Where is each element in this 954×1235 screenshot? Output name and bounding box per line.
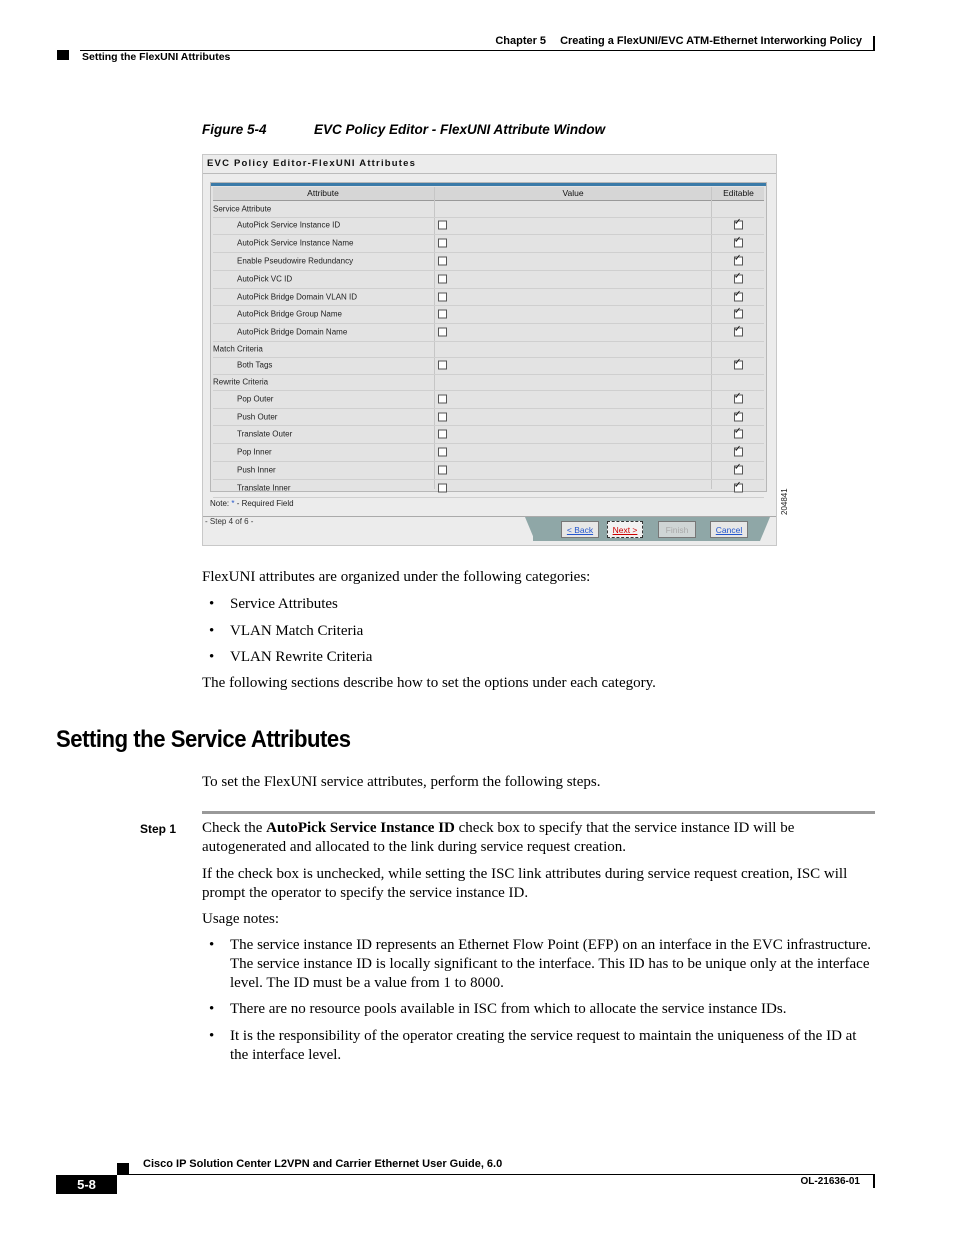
table-row bbox=[213, 390, 764, 409]
next-button[interactable]: Next > bbox=[607, 521, 643, 538]
step1-bold: AutoPick Service Instance ID bbox=[266, 820, 455, 836]
figure-title: EVC Policy Editor - FlexUNI Attribute Window bbox=[314, 122, 606, 137]
table-category-row bbox=[213, 341, 764, 358]
value-checkbox[interactable] bbox=[438, 221, 447, 230]
row-label: AutoPick Bridge Domain Name bbox=[237, 327, 348, 337]
editable-checkbox[interactable] bbox=[734, 221, 743, 230]
value-checkbox[interactable] bbox=[438, 448, 447, 457]
editable-checkbox[interactable] bbox=[734, 483, 743, 492]
table-row bbox=[213, 479, 764, 498]
table-category-row bbox=[213, 201, 764, 218]
row-label: AutoPick Service Instance Name bbox=[237, 238, 354, 248]
bullet: • bbox=[209, 649, 215, 665]
row-label: AutoPick VC ID bbox=[237, 274, 293, 284]
table-row bbox=[213, 306, 764, 325]
table-row bbox=[213, 252, 764, 271]
back-button[interactable]: < Back bbox=[561, 521, 599, 538]
bullet: • bbox=[209, 937, 215, 953]
usage-notes-label: Usage notes: bbox=[202, 911, 280, 927]
editable-checkbox[interactable] bbox=[734, 292, 743, 301]
table-row bbox=[213, 443, 764, 462]
bullet: • bbox=[209, 623, 215, 639]
col-editable: Editable bbox=[723, 188, 754, 198]
footer-rule bbox=[117, 1174, 875, 1175]
editable-checkbox[interactable] bbox=[734, 310, 743, 319]
list-item-text: VLAN Rewrite Criteria bbox=[230, 649, 373, 665]
editable-checkbox[interactable] bbox=[734, 448, 743, 457]
bullet: • bbox=[209, 596, 215, 612]
procedure-rule bbox=[202, 811, 875, 814]
table-row bbox=[213, 323, 764, 342]
value-checkbox[interactable] bbox=[438, 328, 447, 337]
list-item bbox=[209, 595, 338, 614]
row-label: AutoPick Service Instance ID bbox=[237, 220, 341, 230]
row-label: AutoPick Bridge Domain VLAN ID bbox=[237, 292, 358, 302]
editable-checkbox[interactable] bbox=[734, 465, 743, 474]
section-heading: Setting the Service Attributes bbox=[56, 726, 351, 753]
window-title: EVC Policy Editor-FlexUNI Attributes bbox=[207, 158, 417, 169]
required-note bbox=[210, 499, 294, 508]
row-label: Pop Inner bbox=[237, 447, 272, 457]
usage-note: It is the responsibility of the operator creating the service request to maintain the uniqueness of the ID at the interface level. bbox=[230, 1028, 857, 1063]
header-block bbox=[57, 50, 69, 60]
evc-policy-editor-window bbox=[202, 154, 789, 546]
table-row bbox=[213, 270, 764, 289]
sections-paragraph: The following sections describe how to set the options under each category. bbox=[202, 675, 656, 691]
table-row bbox=[213, 288, 764, 307]
table-row bbox=[213, 217, 764, 236]
button-bar bbox=[533, 517, 760, 541]
row-label: Push Outer bbox=[237, 412, 278, 422]
running-header bbox=[495, 35, 862, 47]
finish-button[interactable]: Finish bbox=[658, 521, 696, 538]
value-checkbox[interactable] bbox=[438, 465, 447, 474]
row-label: Rewrite Criteria bbox=[213, 377, 269, 387]
bullet: • bbox=[209, 1028, 215, 1044]
row-label: Push Inner bbox=[237, 465, 276, 475]
table-category-row bbox=[213, 374, 764, 391]
col-value: Value bbox=[562, 188, 584, 198]
list-item bbox=[209, 648, 373, 667]
editable-checkbox[interactable] bbox=[734, 256, 743, 265]
list-item bbox=[209, 622, 364, 641]
value-checkbox[interactable] bbox=[438, 274, 447, 283]
step1-pre: Check the bbox=[202, 820, 267, 836]
step1-post: check box to specify that the service instance ID will be autogenerated and allocated to the link during service request creation. bbox=[202, 820, 795, 855]
figure-number: Figure 5-4 bbox=[202, 122, 267, 137]
button-bar-edge bbox=[760, 517, 770, 541]
footer-block bbox=[117, 1163, 129, 1174]
value-checkbox[interactable] bbox=[438, 361, 447, 370]
table-header bbox=[213, 187, 764, 201]
list-item-text: Service Attributes bbox=[230, 596, 338, 612]
document-id: OL-21636-01 bbox=[800, 1176, 860, 1187]
list-item-text: VLAN Match Criteria bbox=[230, 623, 364, 639]
footer-guide-title: Cisco IP Solution Center L2VPN and Carrier Ethernet User Guide, 6.0 bbox=[143, 1158, 503, 1170]
value-checkbox[interactable] bbox=[438, 292, 447, 301]
row-label: AutoPick Bridge Group Name bbox=[237, 309, 342, 319]
row-label: Service Attribute bbox=[213, 204, 272, 214]
value-checkbox[interactable] bbox=[438, 239, 447, 248]
step-indicator: - Step 4 of 6 - bbox=[205, 517, 254, 526]
table-row bbox=[213, 234, 764, 253]
section-header: Setting the FlexUNI Attributes bbox=[82, 51, 231, 63]
value-checkbox[interactable] bbox=[438, 256, 447, 265]
intro-paragraph: FlexUNI attributes are organized under the following categories: bbox=[202, 569, 591, 585]
heading-intro: To set the FlexUNI service attributes, perform the following steps. bbox=[202, 774, 601, 790]
usage-note: There are no resource pools available in ISC from which to allocate the service instance IDs. bbox=[230, 1001, 787, 1017]
footer-tick bbox=[873, 1175, 875, 1188]
row-label: Translate Outer bbox=[237, 429, 293, 439]
note-prefix: Note: bbox=[210, 499, 232, 508]
table-row bbox=[213, 461, 764, 480]
chapter-title: Creating a FlexUNI/EVC ATM-Ethernet Interworking Policy bbox=[560, 35, 862, 47]
cancel-button[interactable]: Cancel bbox=[710, 521, 748, 538]
table-row bbox=[213, 408, 764, 427]
editable-checkbox[interactable] bbox=[734, 239, 743, 248]
step1-paragraph bbox=[202, 819, 875, 857]
header-tick bbox=[873, 36, 875, 50]
table-row bbox=[213, 357, 764, 376]
title-divider bbox=[203, 173, 776, 174]
col-attribute: Attribute bbox=[307, 188, 339, 198]
bullet: • bbox=[209, 1001, 215, 1017]
editable-checkbox[interactable] bbox=[734, 394, 743, 403]
value-checkbox[interactable] bbox=[438, 483, 447, 492]
table-row bbox=[213, 426, 764, 445]
figure-caption bbox=[202, 122, 605, 137]
editable-checkbox[interactable] bbox=[734, 328, 743, 337]
row-label: Match Criteria bbox=[213, 344, 263, 354]
figure-id: 204841 bbox=[780, 488, 789, 515]
row-label: Both Tags bbox=[237, 360, 273, 370]
required-star: * bbox=[231, 499, 235, 508]
editable-checkbox[interactable] bbox=[734, 412, 743, 421]
usage-note: The service instance ID represents an Ethernet Flow Point (EFP) on an interface in the EVC infrastructure. The service instance ID is locally significant to the interface. This ID has to be unique only at the interface level. The ID must be a value from 1 to 8000. bbox=[230, 937, 872, 991]
chapter-number: Chapter 5 bbox=[495, 35, 547, 47]
row-label: Translate Inner bbox=[237, 483, 291, 493]
value-checkbox[interactable] bbox=[438, 310, 447, 319]
value-checkbox[interactable] bbox=[438, 394, 447, 403]
page-number: 5-8 bbox=[56, 1175, 117, 1194]
value-checkbox[interactable] bbox=[438, 412, 447, 421]
table-top-bar bbox=[211, 183, 766, 186]
attribute-table bbox=[210, 182, 767, 492]
editable-checkbox[interactable] bbox=[734, 274, 743, 283]
note-suffix: - Required Field bbox=[234, 499, 294, 508]
step-label: Step 1 bbox=[140, 822, 177, 836]
row-label: Pop Outer bbox=[237, 394, 274, 404]
step1-paragraph2: If the check box is unchecked, while setting the ISC link attributes during service request creation, ISC will prompt the operator to specify the service instance ID. bbox=[202, 866, 848, 901]
editable-checkbox[interactable] bbox=[734, 361, 743, 370]
editable-checkbox[interactable] bbox=[734, 430, 743, 439]
row-label: Enable Pseudowire Redundancy bbox=[237, 256, 354, 266]
value-checkbox[interactable] bbox=[438, 430, 447, 439]
